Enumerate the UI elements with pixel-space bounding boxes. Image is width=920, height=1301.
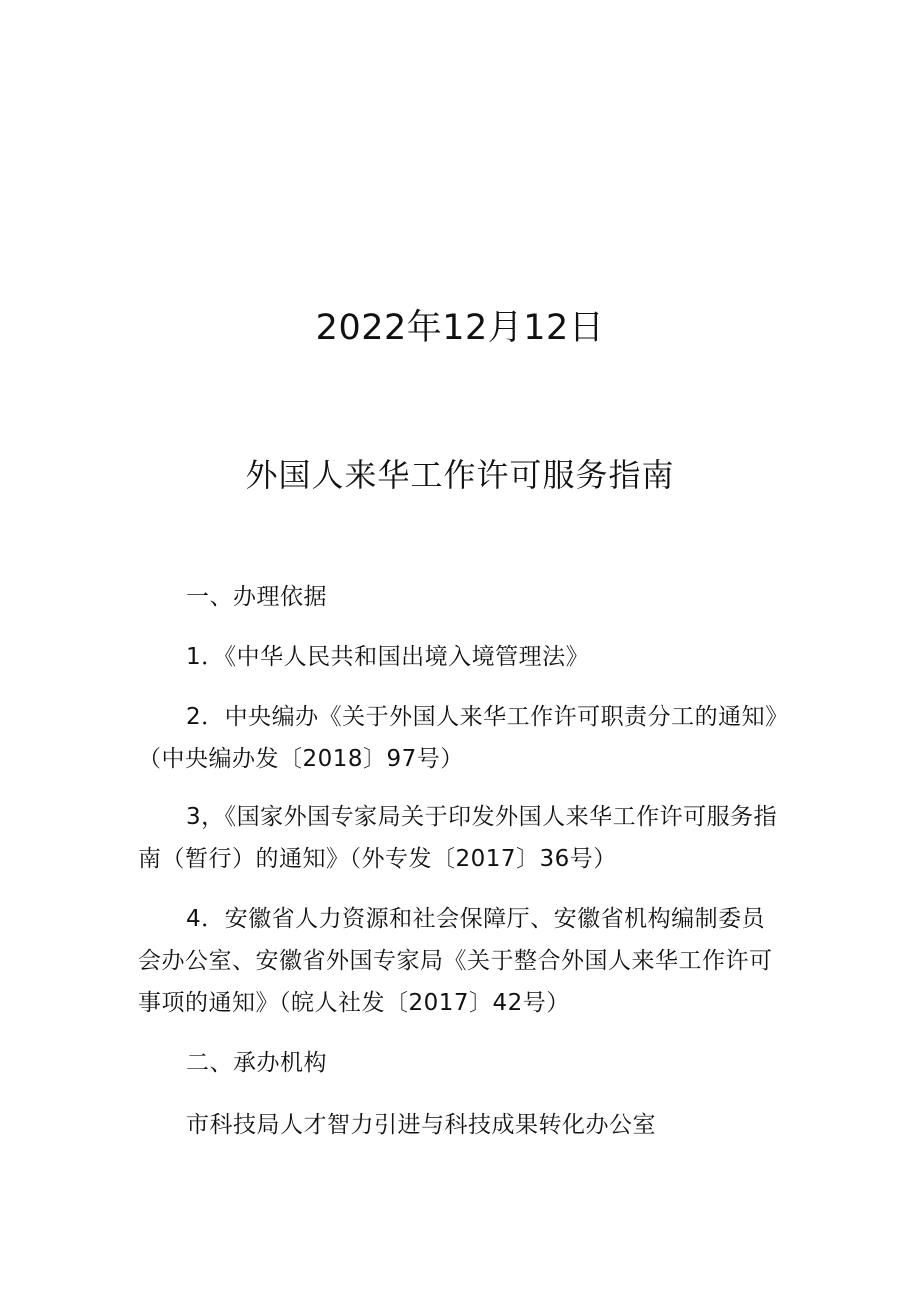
document-title: 外国人来华工作许可服务指南 xyxy=(245,456,675,494)
basis-item-2: 2．中央编办《关于外国人来华工作许可职责分工的通知》（中央编办发〔2018〕97号） xyxy=(138,704,778,772)
basis-item-3: 3，《国家外国专家局关于印发外国人来华工作许可服务指南（暂行）的通知》（外专发〔2017〕36号） xyxy=(138,804,778,872)
section-heading-basis: 一、办理依据 xyxy=(186,584,327,610)
section-heading-agency: 二、承办机构 xyxy=(186,1050,327,1076)
agency-name: 市科技局人才智力引进与科技成果转化办公室 xyxy=(186,1112,656,1138)
basis-item-4: 4．安徽省人力资源和社会保障厅、安徽省机构编制委员会办公室、安徽省外国专家局《关于整合外国人来华工作许可事项的通知》（皖人社发〔2017〕42号） xyxy=(138,906,773,1016)
basis-item-1: 1．《中华人民共和国出境入境管理法》 xyxy=(186,644,590,670)
document-date: 2022年12月12日 xyxy=(315,308,605,348)
